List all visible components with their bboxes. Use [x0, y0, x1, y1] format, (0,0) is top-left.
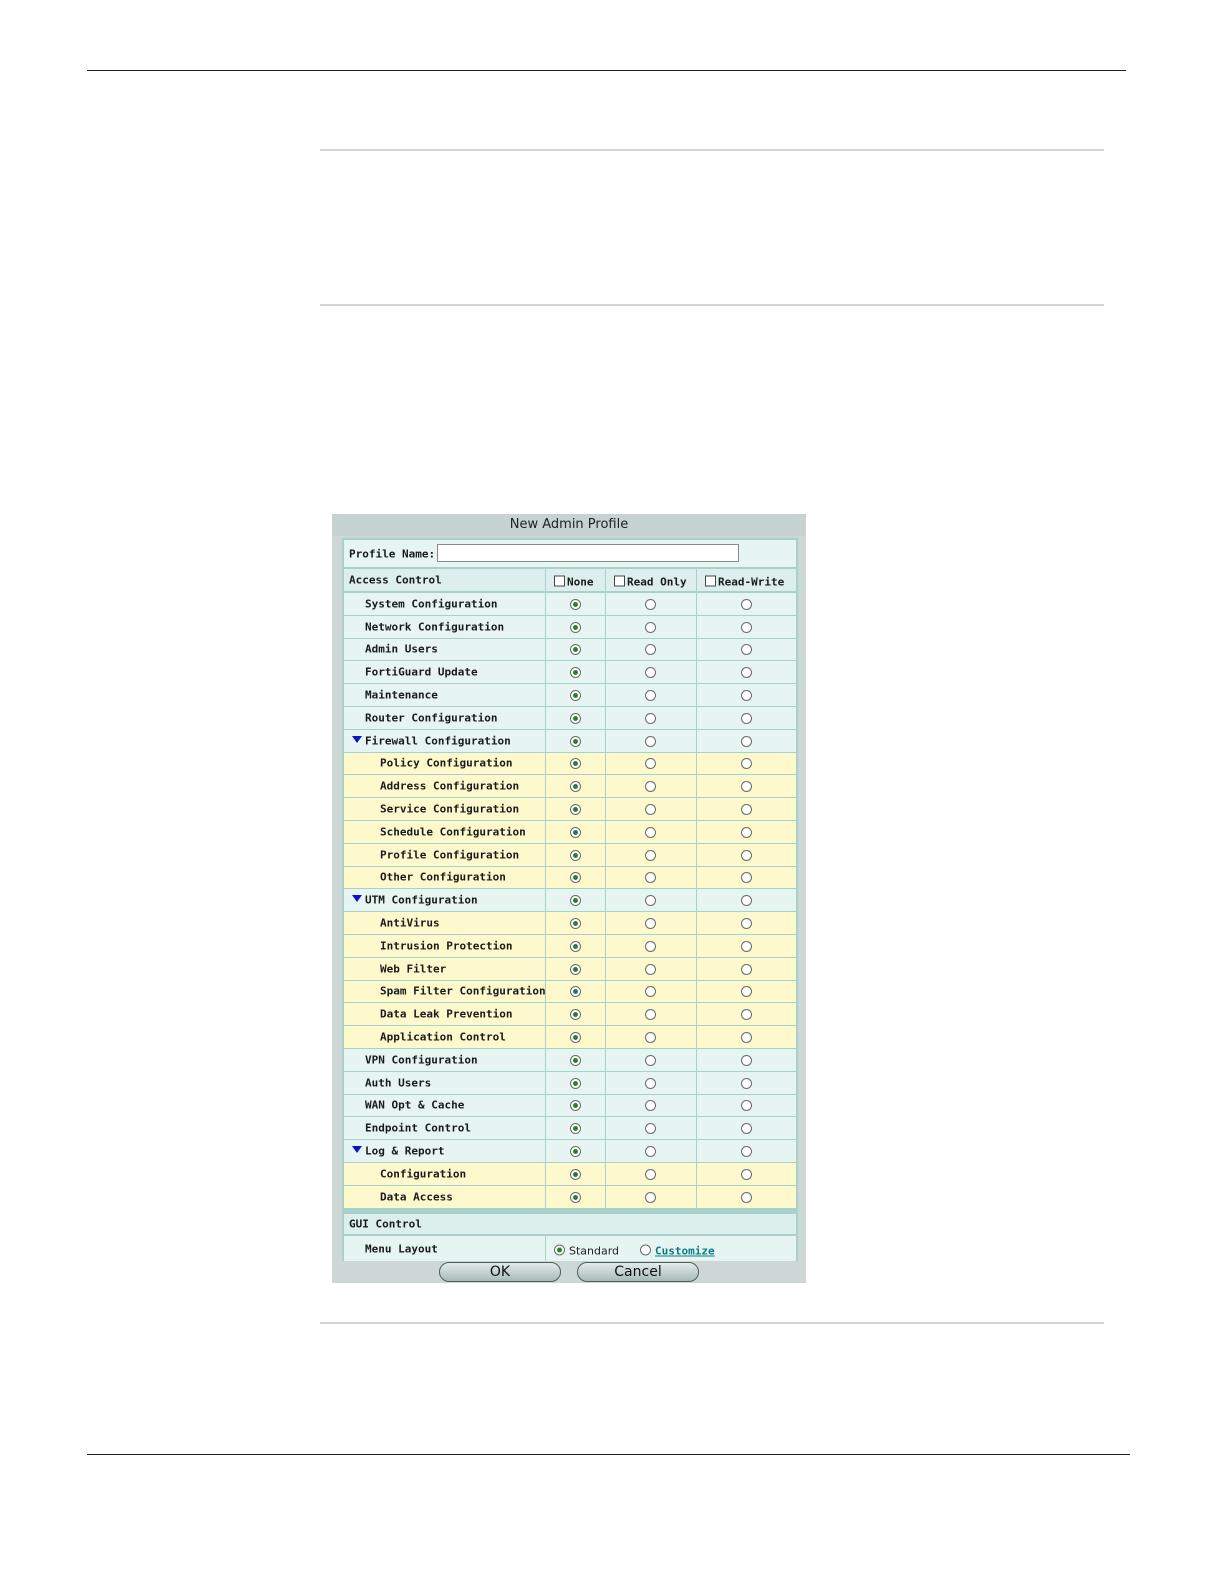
permission-radio-read-only[interactable]	[645, 964, 656, 975]
permission-label: Service Configuration	[380, 802, 520, 816]
permission-radio-read-write[interactable]	[741, 918, 752, 929]
permission-radio-read-write[interactable]	[741, 1032, 752, 1043]
section-rule	[320, 1322, 1104, 1324]
gui-control-header-row	[344, 1214, 796, 1235]
permission-radio-read-only[interactable]	[645, 918, 656, 929]
permission-row	[344, 661, 796, 684]
permission-radio-none[interactable]	[570, 1055, 581, 1066]
new-admin-profile-dialog	[332, 514, 806, 1283]
permission-row	[344, 1163, 796, 1186]
permission-row	[344, 1140, 796, 1163]
permission-label: Schedule Configuration	[380, 825, 526, 839]
permission-radio-read-write[interactable]	[741, 713, 752, 724]
checkbox-icon	[705, 576, 716, 587]
permission-label: Log & Report	[365, 1144, 445, 1158]
standard-label: Standard	[569, 1244, 620, 1257]
button-bar	[332, 1261, 806, 1283]
permission-radio-none[interactable]	[570, 1032, 581, 1043]
permission-radio-none[interactable]	[570, 713, 581, 724]
page-footer-rule	[87, 1454, 1130, 1455]
permission-radio-none[interactable]	[570, 758, 581, 769]
permission-radio-read-write[interactable]	[741, 827, 752, 838]
permission-radio-read-only[interactable]	[645, 1032, 656, 1043]
permission-label: Admin Users	[365, 642, 438, 656]
permission-radio-read-write[interactable]	[741, 1192, 752, 1203]
permission-radio-none[interactable]	[570, 1009, 581, 1020]
permission-row	[344, 639, 796, 662]
permission-radio-read-write[interactable]	[741, 804, 752, 815]
permission-label: Network Configuration	[365, 620, 505, 634]
permission-row	[344, 1003, 796, 1026]
permission-radio-read-only[interactable]	[645, 1078, 656, 1089]
permission-row	[344, 730, 796, 753]
permission-row	[344, 707, 796, 730]
permission-radio-read-write[interactable]	[741, 667, 752, 678]
permission-radio-none[interactable]	[570, 1123, 581, 1134]
permission-label: WAN Opt & Cache	[365, 1098, 465, 1112]
permission-row	[344, 1117, 796, 1140]
profile-name-label: Profile Name:	[349, 547, 436, 560]
permission-radio-none[interactable]	[570, 1078, 581, 1089]
permission-radio-none[interactable]	[570, 986, 581, 997]
permission-radio-read-write[interactable]	[741, 850, 752, 861]
permission-row	[344, 1072, 796, 1095]
permission-label: VPN Configuration	[365, 1053, 478, 1067]
permission-radio-none[interactable]	[570, 667, 581, 678]
expand-triangle-icon[interactable]	[352, 895, 362, 902]
permission-radio-read-only[interactable]	[645, 1123, 656, 1134]
permission-row	[344, 775, 796, 798]
permission-radio-read-only[interactable]	[645, 986, 656, 997]
permission-radio-read-write[interactable]	[741, 1009, 752, 1020]
select-all-read-write-checkbox[interactable]	[705, 571, 784, 590]
expand-triangle-icon[interactable]	[352, 736, 362, 743]
permission-radio-read-only[interactable]	[645, 781, 656, 792]
permission-label: UTM Configuration	[365, 893, 478, 907]
permission-row	[344, 1026, 796, 1049]
permission-label: Auth Users	[365, 1076, 432, 1090]
permission-radio-none[interactable]	[570, 1169, 581, 1180]
permission-label: Data Leak Prevention	[380, 1007, 513, 1021]
permission-radio-read-only[interactable]	[645, 1009, 656, 1020]
permission-row	[344, 1049, 796, 1072]
permission-radio-read-write[interactable]	[741, 1078, 752, 1089]
customize-link[interactable]: Customize	[655, 1244, 715, 1257]
permission-row	[344, 844, 796, 867]
permission-radio-read-only[interactable]	[645, 1169, 656, 1180]
permission-radio-read-only[interactable]	[645, 941, 656, 952]
permission-radio-none[interactable]	[570, 850, 581, 861]
select-all-none-checkbox[interactable]	[554, 571, 594, 590]
menu-layout-standard-option[interactable]	[554, 1239, 619, 1258]
radio-button-icon[interactable]	[554, 1244, 565, 1255]
permission-radio-read-only[interactable]	[645, 1192, 656, 1203]
permission-row	[344, 981, 796, 1004]
permission-row	[344, 1186, 796, 1209]
permission-radio-read-only[interactable]	[645, 758, 656, 769]
permission-row	[344, 889, 796, 912]
permission-radio-none[interactable]	[570, 1100, 581, 1111]
permission-radio-read-only[interactable]	[645, 1100, 656, 1111]
permission-radio-read-write[interactable]	[741, 986, 752, 997]
permission-radio-none[interactable]	[570, 964, 581, 975]
permission-radio-read-only[interactable]	[645, 644, 656, 655]
column-read-only-label: Read Only	[627, 575, 687, 589]
permission-radio-none[interactable]	[570, 622, 581, 633]
permission-radio-none[interactable]	[570, 781, 581, 792]
permission-label: System Configuration	[365, 597, 498, 611]
menu-layout-row	[344, 1236, 796, 1261]
permission-radio-read-only[interactable]	[645, 667, 656, 678]
permission-row	[344, 1095, 796, 1118]
permission-label: Profile Configuration	[380, 848, 520, 862]
permission-radio-read-only[interactable]	[645, 804, 656, 815]
permission-radio-none[interactable]	[570, 644, 581, 655]
permission-label: Other Configuration	[380, 870, 506, 884]
permission-radio-read-only[interactable]	[645, 1055, 656, 1066]
permission-radio-read-write[interactable]	[741, 622, 752, 633]
column-none-label: None	[567, 575, 594, 589]
permission-radio-read-write[interactable]	[741, 895, 752, 906]
permission-label: Configuration	[380, 1167, 467, 1181]
permission-radio-read-only[interactable]	[645, 1146, 656, 1157]
expand-triangle-icon[interactable]	[352, 1146, 362, 1153]
checkbox-icon	[614, 576, 625, 587]
permission-radio-read-only[interactable]	[645, 599, 656, 610]
permission-label: Address Configuration	[380, 779, 520, 793]
permission-label: Intrusion Protection	[380, 939, 513, 953]
permission-radio-read-only[interactable]	[645, 690, 656, 701]
permission-radio-none[interactable]	[570, 1192, 581, 1203]
permission-label: FortiGuard Update	[365, 665, 478, 679]
radio-button-icon[interactable]	[640, 1244, 651, 1255]
permission-radio-read-write[interactable]	[741, 690, 752, 701]
permission-radio-read-only[interactable]	[645, 895, 656, 906]
permission-radio-read-write[interactable]	[741, 872, 752, 883]
permission-row	[344, 684, 796, 707]
permission-radio-read-write[interactable]	[741, 1169, 752, 1180]
permission-label: Data Access	[380, 1190, 453, 1204]
permission-radio-none[interactable]	[570, 599, 581, 610]
permission-radio-read-write[interactable]	[741, 1055, 752, 1066]
permission-label: AntiVirus	[380, 916, 440, 930]
permission-radio-read-write[interactable]	[741, 736, 752, 747]
permission-label: Application Control	[380, 1030, 506, 1044]
permission-radio-read-write[interactable]	[741, 941, 752, 952]
profile-settings-panel	[342, 538, 798, 1261]
gui-control-label: GUI Control	[349, 1217, 422, 1231]
permission-radio-none[interactable]	[570, 804, 581, 815]
cancel-button[interactable]: Cancel	[577, 1262, 699, 1282]
permission-radio-read-write[interactable]	[741, 1100, 752, 1111]
permission-radio-none[interactable]	[570, 690, 581, 701]
profile-name-row	[344, 540, 796, 568]
permission-row	[344, 593, 796, 616]
permission-row	[344, 821, 796, 844]
permission-label: Endpoint Control	[365, 1121, 471, 1135]
menu-layout-label: Menu Layout	[365, 1242, 438, 1255]
ok-button[interactable]: OK	[439, 1262, 561, 1282]
section-rule	[320, 149, 1104, 151]
permission-label: Router Configuration	[365, 711, 498, 725]
permission-label: Policy Configuration	[380, 756, 513, 770]
permission-radio-read-only[interactable]	[645, 827, 656, 838]
section-rule	[320, 304, 1104, 306]
permission-radio-none[interactable]	[570, 736, 581, 747]
permission-row	[344, 958, 796, 981]
permission-radio-read-write[interactable]	[741, 758, 752, 769]
permission-radio-none[interactable]	[570, 895, 581, 906]
permission-radio-read-only[interactable]	[645, 872, 656, 883]
permission-radio-read-write[interactable]	[741, 1146, 752, 1157]
access-control-header-row	[344, 569, 796, 592]
permission-row	[344, 798, 796, 821]
permission-row	[344, 753, 796, 776]
page-header-rule	[87, 70, 1126, 71]
permission-radio-read-write[interactable]	[741, 599, 752, 610]
permission-radio-none[interactable]	[570, 1146, 581, 1157]
permission-row	[344, 616, 796, 639]
dialog-title: New Admin Profile	[332, 514, 806, 536]
permission-radio-read-only[interactable]	[645, 622, 656, 633]
permission-radio-read-only[interactable]	[645, 850, 656, 861]
permission-radio-none[interactable]	[570, 872, 581, 883]
permission-radio-read-write[interactable]	[741, 644, 752, 655]
permission-radio-read-write[interactable]	[741, 781, 752, 792]
checkbox-icon	[554, 576, 565, 587]
column-read-write-label: Read-Write	[718, 575, 785, 589]
access-control-label: Access Control	[349, 573, 442, 587]
permission-label: Spam Filter Configuration	[380, 984, 546, 998]
permission-radio-none[interactable]	[570, 827, 581, 838]
permission-radio-none[interactable]	[570, 941, 581, 952]
permission-radio-read-write[interactable]	[741, 964, 752, 975]
permission-radio-none[interactable]	[570, 918, 581, 929]
permission-row	[344, 867, 796, 890]
permission-label: Firewall Configuration	[365, 734, 511, 748]
permission-label: Web Filter	[380, 962, 447, 976]
permission-row	[344, 912, 796, 935]
select-all-read-only-checkbox[interactable]	[614, 571, 687, 590]
permission-radio-read-only[interactable]	[645, 713, 656, 724]
permission-row	[344, 935, 796, 958]
permission-radio-read-only[interactable]	[645, 736, 656, 747]
profile-name-input[interactable]	[437, 544, 739, 562]
menu-layout-customize-option[interactable]	[640, 1239, 715, 1258]
permission-label: Maintenance	[365, 688, 438, 702]
permission-radio-read-write[interactable]	[741, 1123, 752, 1134]
